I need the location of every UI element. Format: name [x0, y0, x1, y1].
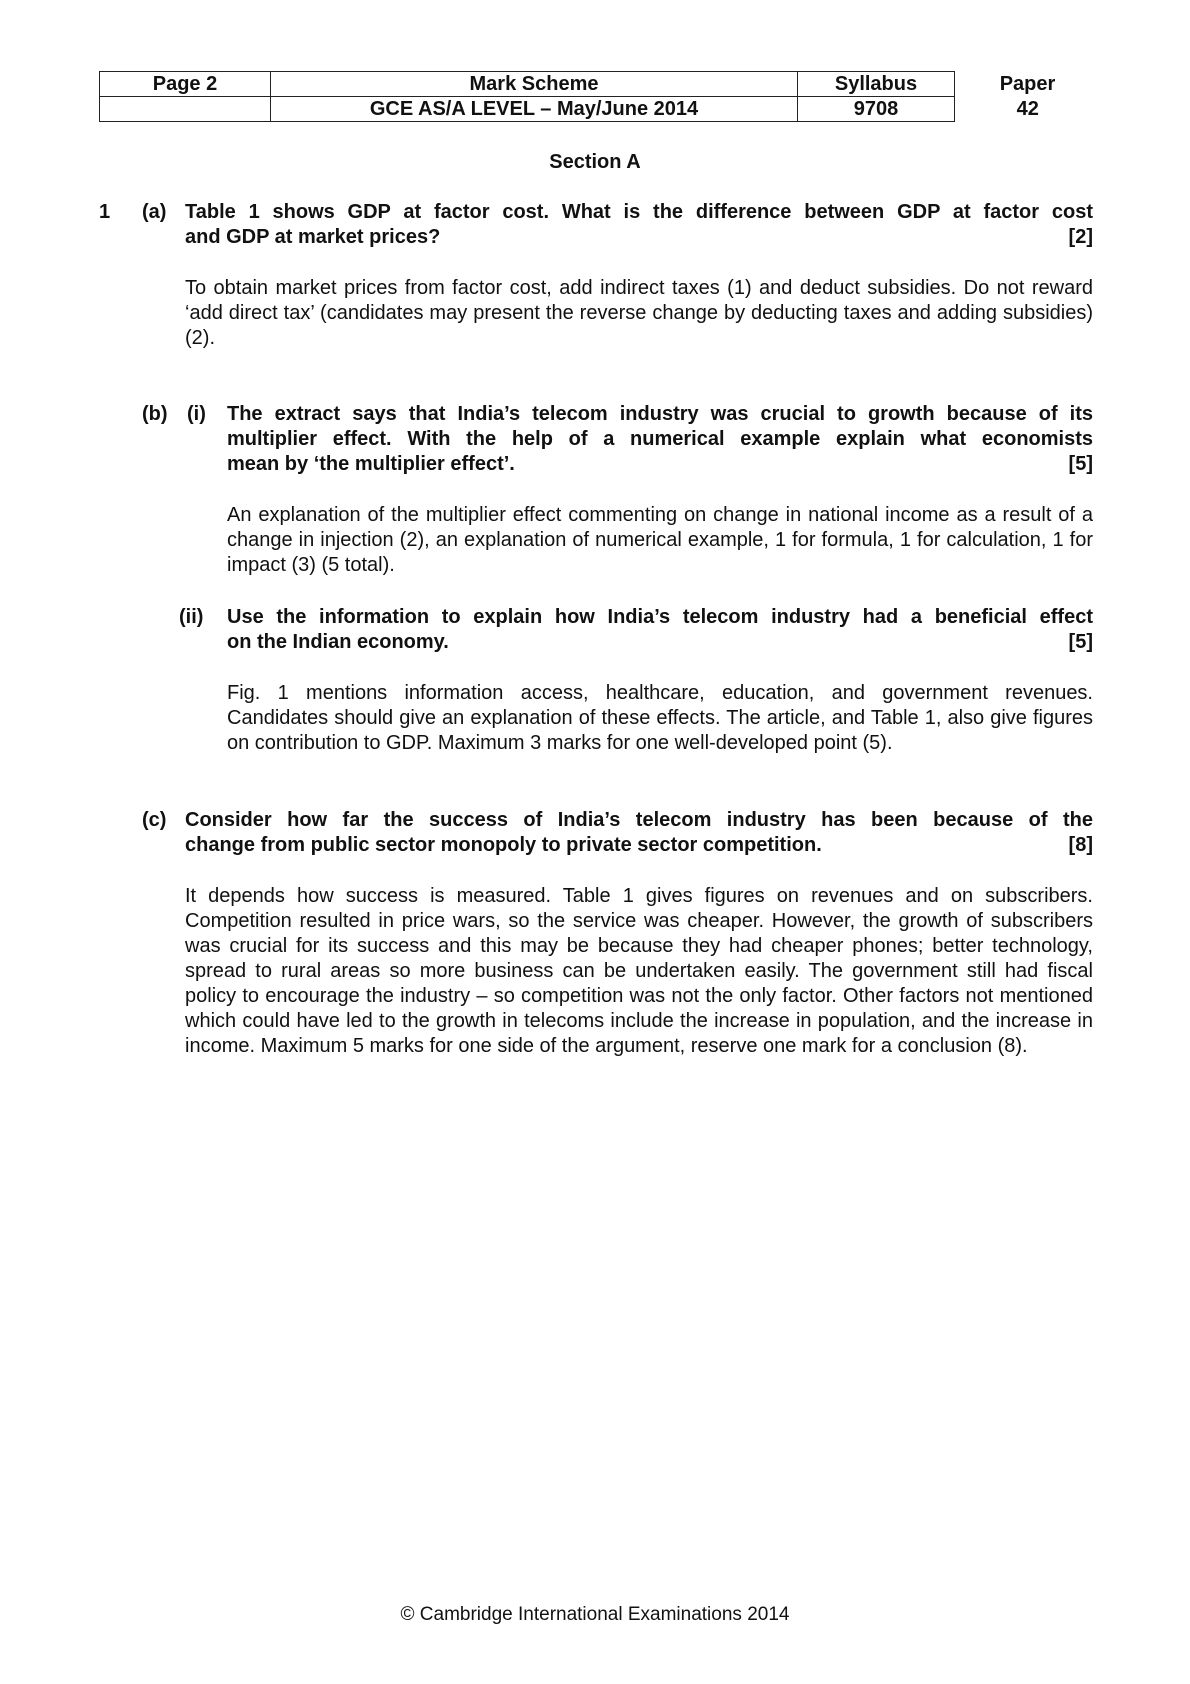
part-b-i-question-line2: multiplier effect. With the help of a numerical example explain what economists	[227, 428, 1093, 450]
part-b-i-answer: An explanation of the multiplier effect commenting on change in national income as a result of a change in injection (2), an explanation of numerical example, 1 for formula, 1 for calculation, 1 for impact (3) (5 total).	[227, 504, 1093, 576]
page-label: Page 2	[100, 72, 271, 97]
part-b-i-label: (i)	[187, 403, 206, 425]
part-b-ii-answer: Fig. 1 mentions information access, healthcare, education, and government revenues. Candidates should give an explanation of these effects. The article, and Table 1, also give figures on contribution to GDP. Maximum 3 marks for one well-developed point (5).	[227, 682, 1093, 754]
part-a-marks: [2]	[1068, 226, 1093, 248]
part-b-i-question-line3: mean by ‘the multiplier effect’.	[227, 453, 515, 475]
syllabus-code: 9708	[798, 97, 955, 122]
section-title: Section A	[549, 151, 641, 173]
part-c-question-line1: Consider how far the success of India’s telecom industry has been because of the	[185, 809, 1093, 831]
part-a-question-line2: and GDP at market prices?	[185, 226, 441, 248]
part-a-label: (a)	[142, 201, 167, 223]
part-c-marks: [8]	[1068, 834, 1093, 856]
syllabus-label: Syllabus	[798, 72, 955, 97]
part-b-ii-question-line2: on the Indian economy.	[227, 631, 449, 653]
paper-number: 42	[1016, 97, 1039, 120]
exam-title: GCE AS/A LEVEL – May/June 2014	[271, 97, 798, 122]
part-a-question-line1: Table 1 shows GDP at factor cost. What is the difference between GDP at factor cost	[185, 201, 1093, 223]
part-b-ii-marks: [5]	[1068, 631, 1093, 653]
part-a-answer: To obtain market prices from factor cost, add indirect taxes (1) and deduct subsidies. Do not reward ‘add direct tax’ (candidates may present the reverse change by deducting taxes and adding subsidies) (2).	[185, 277, 1093, 349]
paper-label: Paper	[999, 72, 1056, 95]
doc-type: Mark Scheme	[271, 72, 798, 97]
question-number: 1	[99, 201, 111, 223]
part-b-i-question-line1: The extract says that India’s telecom industry was crucial to growth because of its	[227, 403, 1093, 425]
part-b-label: (b)	[142, 403, 168, 425]
part-b-ii-label: (ii)	[179, 606, 204, 628]
header-table	[99, 71, 1101, 122]
footer-copyright: © Cambridge International Examinations 2014	[400, 1604, 790, 1625]
part-b-ii-question-line1: Use the information to explain how India’s telecom industry had a beneficial effect	[227, 606, 1093, 628]
part-c-question-line2: change from public sector monopoly to private sector competition.	[185, 834, 822, 856]
part-c-label: (c)	[142, 809, 167, 831]
part-b-i-marks: [5]	[1068, 453, 1093, 475]
part-c-answer: It depends how success is measured. Table 1 gives figures on revenues and on subscribers. Competition resulted in price wars, so the service was cheaper. However, the growth of subscribers was crucial for its success and this may be because they had cheaper phones; better technology, spread to rural areas so more business can be undertaken easily. The government still had fiscal policy to encourage the industry – so competition was not the only factor. Other factors not mentioned which could have led to the growth in telecoms include the increase in population, and the increase in income. Maximum 5 marks for one side of the argument, reserve one mark for a conclusion (8).	[185, 885, 1093, 1057]
page-cell-empty	[100, 97, 271, 122]
